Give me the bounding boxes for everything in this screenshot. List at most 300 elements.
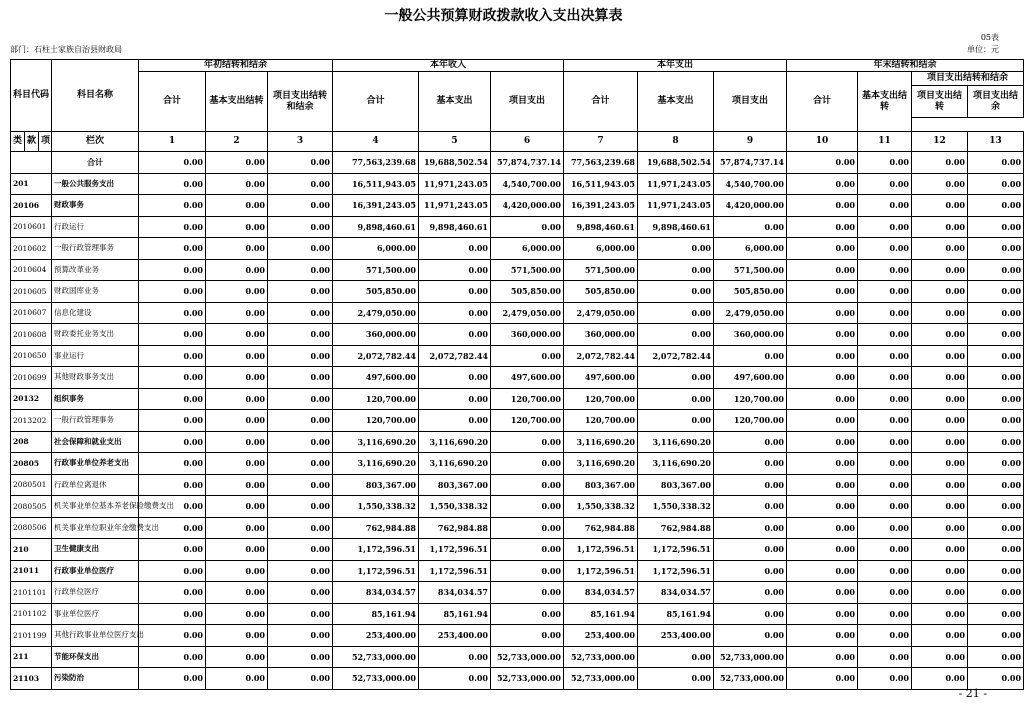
amount-cell: 0.00 [787,195,858,217]
amount-cell: 0.00 [268,173,333,195]
header-end-project-carry: 项目支出结转 [912,86,968,118]
amount-cell: 52,733,000.00 [491,646,564,668]
amount-cell: 0.00 [912,517,968,539]
total-row-label: 合计 [52,152,139,174]
amount-cell: 0.00 [912,582,968,604]
amount-cell: 0.00 [638,302,714,324]
header-end-total: 合计 [787,72,858,132]
total-cell: 0.00 [206,152,268,174]
header-income-project: 项目支出 [491,72,564,132]
column-number: 7 [564,132,638,152]
amount-cell: 0.00 [968,324,1024,346]
amount-cell: 0.00 [787,367,858,389]
amount-cell: 497,600.00 [491,367,564,389]
total-cell: 0.00 [968,152,1024,174]
header-subject-code: 科目代码 [11,60,52,132]
subject-code: 20805 [11,453,52,475]
amount-cell: 0.00 [787,302,858,324]
department-label: 部门：石柱土家族自治县财政局 [10,45,122,54]
amount-cell: 1,550,338.32 [638,496,714,518]
amount-cell: 0.00 [638,668,714,690]
amount-cell: 0.00 [858,216,912,238]
amount-cell: 1,172,596.51 [419,560,491,582]
amount-cell: 0.00 [968,625,1024,647]
amount-cell: 253,400.00 [333,625,419,647]
amount-cell: 16,511,943.05 [564,173,638,195]
amount-cell: 0.00 [139,324,206,346]
amount-cell: 0.00 [787,431,858,453]
header-end-project: 项目支出结转和结余 [912,72,1024,86]
amount-cell: 0.00 [858,173,912,195]
amount-cell: 3,116,690.20 [419,453,491,475]
amount-cell: 0.00 [268,367,333,389]
amount-cell: 360,000.00 [564,324,638,346]
table-header [11,60,1024,152]
column-number: 8 [638,132,714,152]
amount-cell: 0.00 [419,238,491,260]
column-number: 13 [968,132,1024,152]
amount-cell: 0.00 [206,539,268,561]
amount-cell: 0.00 [787,238,858,260]
subject-name: 财政事务 [52,195,139,217]
amount-cell: 0.00 [714,625,787,647]
table-row [11,668,1024,690]
subject-name: 行政运行 [52,216,139,238]
total-cell: 0.00 [912,152,968,174]
amount-cell: 0.00 [714,582,787,604]
amount-cell: 120,700.00 [491,410,564,432]
amount-cell: 0.00 [491,216,564,238]
amount-cell: 0.00 [968,474,1024,496]
table-row [11,646,1024,668]
amount-cell: 0.00 [139,431,206,453]
total-cell: 0.00 [858,152,912,174]
column-number: 3 [268,132,333,152]
amount-cell: 0.00 [787,603,858,625]
amount-cell: 762,984.88 [333,517,419,539]
amount-cell: 6,000.00 [491,238,564,260]
amount-cell: 0.00 [206,582,268,604]
subject-code: 2101101 [11,582,52,604]
amount-cell: 0.00 [491,517,564,539]
table-row [11,496,1024,518]
header-expense-total: 合计 [564,72,638,132]
amount-cell: 253,400.00 [419,625,491,647]
amount-cell: 4,540,700.00 [491,173,564,195]
amount-cell: 0.00 [419,410,491,432]
amount-cell: 52,733,000.00 [564,646,638,668]
amount-cell: 2,072,782.44 [419,345,491,367]
amount-cell: 0.00 [912,539,968,561]
amount-cell: 2,072,782.44 [564,345,638,367]
header-column-label: 栏次 [52,132,139,152]
table-row [11,603,1024,625]
amount-cell: 0.00 [714,496,787,518]
total-cell: 0.00 [268,152,333,174]
amount-cell: 0.00 [638,367,714,389]
subject-name: 信息化建设 [52,302,139,324]
amount-cell: 0.00 [638,238,714,260]
subject-name: 其他行政事业单位医疗支出 [52,625,139,647]
amount-cell: 0.00 [206,216,268,238]
amount-cell: 0.00 [968,603,1024,625]
subject-code: 2010604 [11,259,52,281]
subject-code: 2010602 [11,238,52,260]
subject-code: 20106 [11,195,52,217]
amount-cell: 0.00 [139,625,206,647]
amount-cell: 0.00 [419,388,491,410]
amount-cell: 0.00 [858,345,912,367]
table-row [11,453,1024,475]
amount-cell: 16,391,243.05 [564,195,638,217]
subject-name: 一般公共服务支出 [52,173,139,195]
amount-cell: 0.00 [268,431,333,453]
amount-cell: 834,034.57 [638,582,714,604]
amount-cell: 0.00 [787,582,858,604]
header-begin-total: 合计 [139,72,206,132]
amount-cell: 0.00 [912,216,968,238]
amount-cell: 1,172,596.51 [333,560,419,582]
amount-cell: 1,550,338.32 [419,496,491,518]
amount-cell: 0.00 [858,388,912,410]
amount-cell: 0.00 [491,453,564,475]
amount-cell: 2,479,050.00 [491,302,564,324]
amount-cell: 0.00 [491,431,564,453]
amount-cell: 0.00 [714,216,787,238]
subject-code: 211 [11,646,52,668]
amount-cell: 52,733,000.00 [333,646,419,668]
amount-cell: 497,600.00 [564,367,638,389]
amount-cell: 85,161.94 [333,603,419,625]
subject-name: 行政单位离退休 [52,474,139,496]
amount-cell: 0.00 [968,238,1024,260]
amount-cell: 0.00 [912,367,968,389]
amount-cell: 0.00 [268,474,333,496]
amount-cell: 571,500.00 [564,259,638,281]
amount-cell: 0.00 [968,388,1024,410]
amount-cell: 0.00 [206,517,268,539]
subject-code: 210 [11,539,52,561]
amount-cell: 0.00 [968,539,1024,561]
amount-cell: 0.00 [858,582,912,604]
amount-cell: 253,400.00 [564,625,638,647]
amount-cell: 0.00 [858,560,912,582]
amount-cell: 0.00 [787,281,858,303]
amount-cell: 0.00 [912,388,968,410]
header-expense-project: 项目支出 [714,72,787,132]
amount-cell: 0.00 [491,625,564,647]
amount-cell: 505,850.00 [564,281,638,303]
amount-cell: 0.00 [139,238,206,260]
header-group-end: 年末结转和结余 [787,60,1024,72]
table-row [11,388,1024,410]
amount-cell: 0.00 [268,625,333,647]
table-row [11,560,1024,582]
amount-cell: 0.00 [912,560,968,582]
amount-cell: 0.00 [968,646,1024,668]
amount-cell: 0.00 [139,603,206,625]
header-end-project-surplus: 项目支出结余 [968,86,1024,118]
amount-cell: 120,700.00 [564,388,638,410]
subject-name: 行政事业单位医疗 [52,560,139,582]
amount-cell: 0.00 [858,238,912,260]
amount-cell: 0.00 [419,259,491,281]
amount-cell: 0.00 [858,646,912,668]
subject-code: 21011 [11,560,52,582]
header-expense-basic: 基本支出 [638,72,714,132]
amount-cell: 0.00 [858,517,912,539]
column-number: 1 [139,132,206,152]
amount-cell: 0.00 [787,668,858,690]
amount-cell: 0.00 [139,410,206,432]
amount-cell: 1,172,596.51 [333,539,419,561]
amount-cell: 0.00 [419,646,491,668]
amount-cell: 803,367.00 [333,474,419,496]
amount-cell: 0.00 [268,582,333,604]
amount-cell: 1,172,596.51 [419,539,491,561]
amount-cell: 0.00 [968,367,1024,389]
amount-cell: 0.00 [714,345,787,367]
amount-cell: 0.00 [968,496,1024,518]
amount-cell: 0.00 [912,668,968,690]
amount-cell: 0.00 [268,259,333,281]
table-row [11,367,1024,389]
subject-name: 机关事业单位基本养老保险缴费支出 [52,496,139,518]
column-number: 2 [206,132,268,152]
page-title: 一般公共预算财政拨款收入支出决算表 [384,8,623,24]
table-body [11,152,1024,690]
amount-cell: 803,367.00 [564,474,638,496]
amount-cell: 571,500.00 [714,259,787,281]
amount-cell: 0.00 [787,388,858,410]
amount-cell: 0.00 [268,603,333,625]
page-number: - 21 - [958,687,987,700]
table-row [11,324,1024,346]
amount-cell: 0.00 [206,195,268,217]
amount-cell: 0.00 [968,345,1024,367]
amount-cell: 0.00 [268,517,333,539]
amount-cell: 0.00 [419,324,491,346]
table-row [11,474,1024,496]
amount-cell: 0.00 [139,582,206,604]
amount-cell: 52,733,000.00 [333,668,419,690]
amount-cell: 0.00 [858,259,912,281]
amount-cell: 0.00 [714,603,787,625]
amount-cell: 0.00 [787,625,858,647]
amount-cell: 0.00 [139,173,206,195]
header-class: 类 [11,132,25,152]
amount-cell: 0.00 [912,238,968,260]
header-section: 款 [25,132,39,152]
amount-cell: 0.00 [206,646,268,668]
amount-cell: 0.00 [139,216,206,238]
amount-cell: 0.00 [968,431,1024,453]
subject-code: 2013202 [11,410,52,432]
amount-cell: 0.00 [912,410,968,432]
amount-cell: 0.00 [206,410,268,432]
amount-cell: 0.00 [787,646,858,668]
amount-cell: 0.00 [139,668,206,690]
amount-cell: 0.00 [268,539,333,561]
amount-cell: 0.00 [912,173,968,195]
amount-cell: 0.00 [968,410,1024,432]
subject-name: 节能环保支出 [52,646,139,668]
unit-label: 单位：元 [967,45,999,54]
header-group-begin: 年初结转和结余 [139,60,333,72]
subject-code: 21103 [11,668,52,690]
subject-name: 事业运行 [52,345,139,367]
amount-cell: 3,116,690.20 [333,453,419,475]
amount-cell: 0.00 [139,539,206,561]
amount-cell: 0.00 [787,453,858,475]
amount-cell: 4,540,700.00 [714,173,787,195]
amount-cell: 0.00 [206,324,268,346]
amount-cell: 0.00 [912,345,968,367]
amount-cell: 0.00 [139,496,206,518]
header-group-expense: 本年支出 [564,60,787,72]
table-row [11,539,1024,561]
column-number: 4 [333,132,419,152]
amount-cell: 0.00 [858,668,912,690]
amount-cell: 9,898,460.61 [333,216,419,238]
subject-code: 2101199 [11,625,52,647]
subject-code: 2010605 [11,281,52,303]
amount-cell: 0.00 [268,668,333,690]
table-row [11,238,1024,260]
amount-cell: 1,550,338.32 [333,496,419,518]
amount-cell: 0.00 [491,496,564,518]
amount-cell: 3,116,690.20 [419,431,491,453]
amount-cell: 0.00 [491,474,564,496]
amount-cell: 0.00 [268,496,333,518]
amount-cell: 0.00 [206,302,268,324]
header-income-basic: 基本支出 [419,72,491,132]
amount-cell: 16,511,943.05 [333,173,419,195]
amount-cell: 762,984.88 [638,517,714,539]
table-row [11,173,1024,195]
amount-cell: 0.00 [714,560,787,582]
amount-cell: 0.00 [858,195,912,217]
amount-cell: 0.00 [638,388,714,410]
amount-cell: 0.00 [206,345,268,367]
amount-cell: 0.00 [787,560,858,582]
amount-cell: 0.00 [638,259,714,281]
amount-cell: 0.00 [139,302,206,324]
amount-cell: 0.00 [139,453,206,475]
amount-cell: 1,172,596.51 [564,539,638,561]
amount-cell: 0.00 [858,302,912,324]
amount-cell: 120,700.00 [491,388,564,410]
amount-cell: 1,550,338.32 [564,496,638,518]
subject-name: 一般行政管理事务 [52,410,139,432]
amount-cell: 0.00 [787,539,858,561]
amount-cell: 0.00 [858,281,912,303]
form-code: 05表 [980,33,999,42]
amount-cell: 0.00 [787,474,858,496]
amount-cell: 11,971,243.05 [638,173,714,195]
table-row [11,431,1024,453]
subject-code: 2010699 [11,367,52,389]
amount-cell: 0.00 [206,474,268,496]
amount-cell: 0.00 [206,496,268,518]
table-row [11,281,1024,303]
amount-cell: 3,116,690.20 [638,453,714,475]
amount-cell: 0.00 [912,453,968,475]
amount-cell: 0.00 [419,302,491,324]
table-row [11,517,1024,539]
subject-code: 208 [11,431,52,453]
total-cell: 57,874,737.14 [491,152,564,174]
amount-cell: 0.00 [268,216,333,238]
table-row [11,410,1024,432]
subject-name: 社会保障和就业支出 [52,431,139,453]
amount-cell: 85,161.94 [419,603,491,625]
subject-code: 2080506 [11,517,52,539]
amount-cell: 0.00 [787,324,858,346]
amount-cell: 0.00 [968,259,1024,281]
amount-cell: 0.00 [491,560,564,582]
amount-cell: 52,733,000.00 [491,668,564,690]
subject-code: 2080505 [11,496,52,518]
amount-cell: 9,898,460.61 [419,216,491,238]
amount-cell: 0.00 [268,453,333,475]
budget-table [10,59,1024,690]
amount-cell: 52,733,000.00 [714,668,787,690]
amount-cell: 0.00 [206,238,268,260]
amount-cell: 0.00 [968,302,1024,324]
column-number: 12 [912,132,968,152]
subject-name: 行政单位医疗 [52,582,139,604]
amount-cell: 0.00 [491,582,564,604]
amount-cell: 762,984.88 [564,517,638,539]
amount-cell: 803,367.00 [419,474,491,496]
amount-cell: 120,700.00 [333,388,419,410]
amount-cell: 0.00 [638,646,714,668]
amount-cell: 0.00 [787,496,858,518]
amount-cell: 0.00 [912,259,968,281]
subject-name: 机关事业单位职业年金缴费支出 [52,517,139,539]
amount-cell: 0.00 [268,345,333,367]
subject-code: 2010608 [11,324,52,346]
subject-name: 财政委托业务支出 [52,324,139,346]
subject-code: 2101102 [11,603,52,625]
header-item: 项 [39,132,52,152]
amount-cell: 0.00 [787,517,858,539]
amount-cell: 0.00 [206,431,268,453]
amount-cell: 0.00 [139,367,206,389]
amount-cell: 0.00 [139,281,206,303]
amount-cell: 0.00 [714,517,787,539]
amount-cell: 16,391,243.05 [333,195,419,217]
total-row [11,152,1024,174]
amount-cell: 0.00 [968,668,1024,690]
amount-cell: 0.00 [139,560,206,582]
amount-cell: 0.00 [858,474,912,496]
amount-cell: 120,700.00 [564,410,638,432]
amount-cell: 0.00 [268,238,333,260]
amount-cell: 497,600.00 [333,367,419,389]
amount-cell: 0.00 [858,539,912,561]
amount-cell: 2,479,050.00 [333,302,419,324]
amount-cell: 3,116,690.20 [638,431,714,453]
amount-cell: 0.00 [912,281,968,303]
total-cell: 57,874,737.14 [714,152,787,174]
subject-code: 2010601 [11,216,52,238]
amount-cell: 0.00 [206,367,268,389]
amount-cell: 0.00 [912,474,968,496]
amount-cell: 0.00 [968,195,1024,217]
subject-code: 2080501 [11,474,52,496]
